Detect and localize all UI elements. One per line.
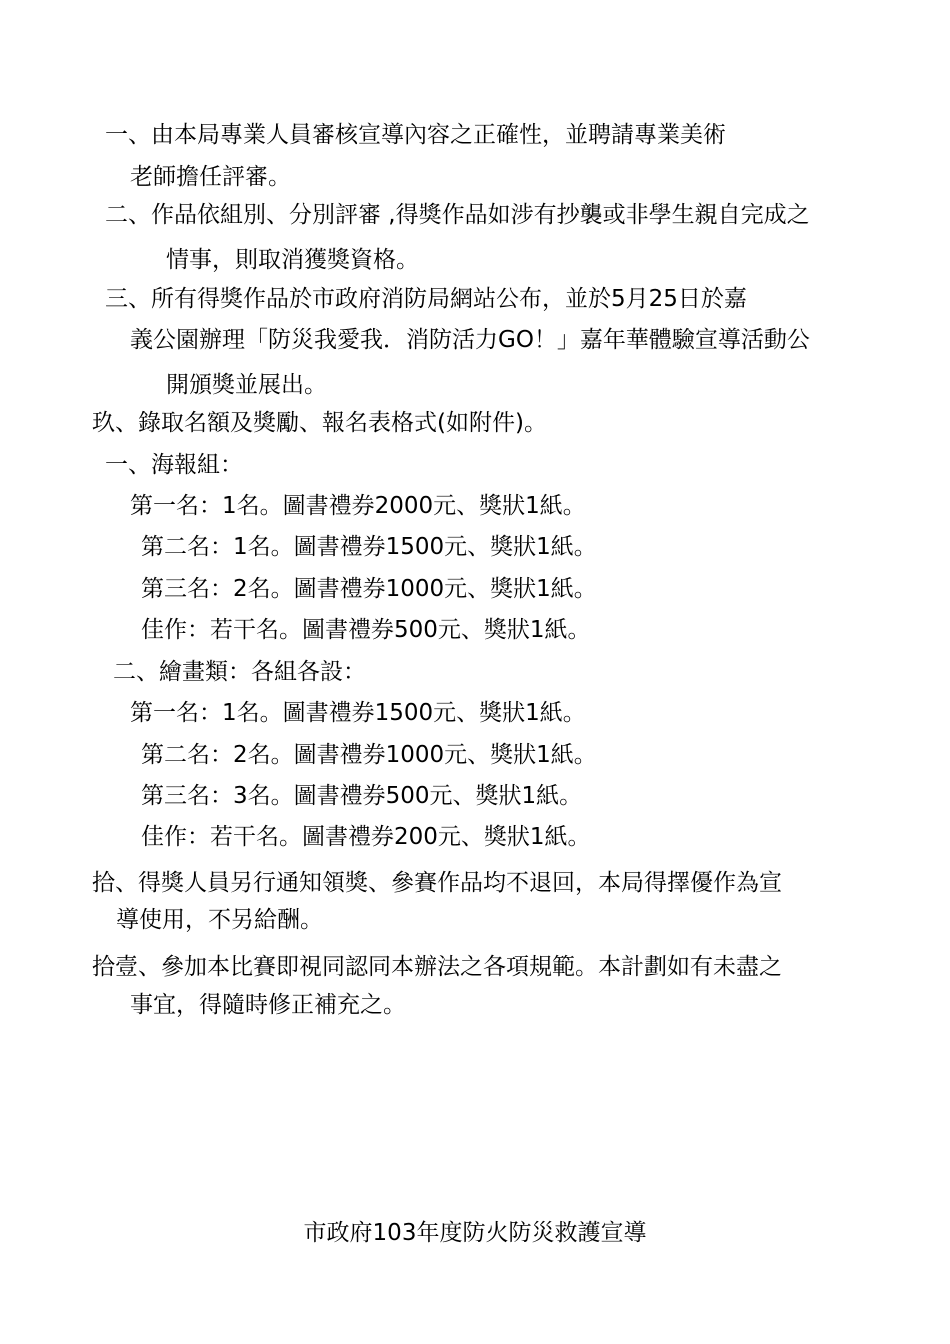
section-eleven-line-2: 事宜，得隨時修正補充之。 <box>130 992 406 1018</box>
clause-review-line-1: 一、由本局專業人員審核宣導內容之正確性，並聘請專業美術 <box>105 122 726 148</box>
poster-group-heading: 一、海報組： <box>105 452 243 478</box>
painting-honorable-mention: 佳作：若干名。圖書禮券200元、獎狀1紙。 <box>141 824 591 850</box>
section-ten-line-1: 拾、得獎人員另行通知領獎、參賽作品均不退回，本局得擇優作為宣 <box>92 870 782 896</box>
clause-publish-line-1: 三、所有得獎作品於市政府消防局網站公布，並於5月25日於嘉 <box>105 286 747 312</box>
poster-honorable-mention: 佳作：若干名。圖書禮券500元、獎狀1紙。 <box>141 617 591 643</box>
clause-publish-line-2: 義公園辦理「防災我愛我．消防活力GO！」嘉年華體驗宣導活動公 <box>130 327 810 353</box>
clause-grouping-line-2: 情事，則取消獲獎資格。 <box>166 247 419 273</box>
poster-first-prize: 第一名：1名。圖書禮券2000元、獎狀1紙。 <box>130 493 586 519</box>
section-ten-line-2: 導使用，不另給酬。 <box>116 907 323 933</box>
poster-second-prize: 第二名：1名。圖書禮券1500元、獎狀1紙。 <box>141 534 597 560</box>
poster-third-prize: 第三名：2名。圖書禮券1000元、獎狀1紙。 <box>141 576 597 602</box>
painting-first-prize: 第一名：1名。圖書禮券1500元、獎狀1紙。 <box>130 700 586 726</box>
painting-third-prize: 第三名：3名。圖書禮券500元、獎狀1紙。 <box>141 783 583 809</box>
section-nine-heading: 玖、錄取名額及獎勵、報名表格式(如附件)。 <box>92 410 547 436</box>
page-footer: 市政府103年度防火防災救護宣導 <box>303 1220 647 1246</box>
clause-publish-line-3: 開頒獎並展出。 <box>166 372 327 398</box>
section-eleven-line-1: 拾壹、參加本比賽即視同認同本辦法之各項規範。本計劃如有未盡之 <box>92 954 782 980</box>
painting-second-prize: 第二名：2名。圖書禮券1000元、獎狀1紙。 <box>141 742 597 768</box>
clause-review-line-2: 老師擔任評審。 <box>130 164 291 190</box>
clause-grouping-line-1: 二、作品依組別、分別評審 ,得獎作品如涉有抄襲或非學生親自完成之 <box>105 202 810 228</box>
painting-group-heading: 二、繪畫類：各組各設： <box>113 659 366 685</box>
